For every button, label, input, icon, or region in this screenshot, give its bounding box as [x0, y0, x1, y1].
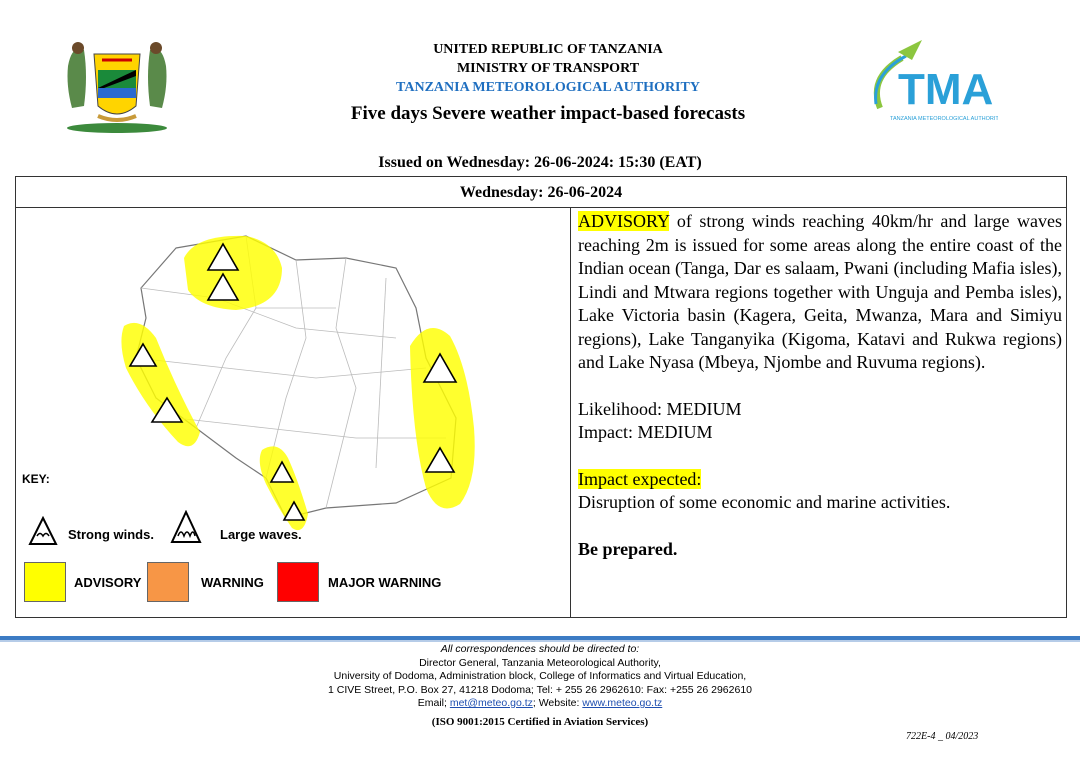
advisory-swatch [24, 562, 66, 602]
key-title: KEY: [22, 472, 50, 486]
footer-line2: Director General, Tanzania Meteorological Authority, [419, 656, 661, 669]
footer-line3: University of Dodoma, Administration block, College of Informatics and Virtual Education, [333, 670, 747, 682]
footer-line4: 1 CIVE Street, P.O. Box 27, 41218 Dodoma; Tel: + 255 26 2962610: Fax: +255 26 2962610 [328, 683, 752, 696]
impact-expected-label: Impact expected: [578, 468, 702, 489]
key-large-waves: Large waves. [220, 527, 302, 542]
advisory-label: ADVISORY [578, 211, 670, 231]
forecast-text-cell [578, 210, 1062, 561]
impact-expected-text: Disruption of some economic and marine activities. [578, 492, 951, 512]
footer [0, 643, 1080, 711]
page-title: Five days Severe weather impact-based forecasts [350, 103, 746, 124]
key-advisory: ADVISORY [74, 575, 142, 590]
issued-date: Issued on Wednesday: 26-06-2024: 15:30 (EAT) [378, 154, 702, 171]
footer-line1: All correspondences should be directed to: [440, 643, 640, 655]
forecast-table [15, 176, 1067, 618]
impact-text: Impact: MEDIUM [578, 422, 713, 442]
tma-logo-subtext: TANZANIA METEOROLOGICAL AUTHORITY [890, 116, 998, 122]
document-code: 722E-4 _ 04/2023 [906, 731, 979, 742]
map-cell [16, 208, 571, 617]
key-major-warning: MAJOR WARNING [328, 575, 442, 590]
header-country: UNITED REPUBLIC OF TANZANIA [433, 42, 663, 57]
header-authority: TANZANIA METEOROLOGICAL AUTHORITY [396, 80, 700, 95]
advisory-text: of strong winds reaching 40km/hr and large waves reaching 2m is issued for some areas along the entire coast of the Indian ocean (Tanga, Dar es salaam, Pwani (including Mafia isles), Lindi and Mtwara regions together with Unguja and Pemba isles), Lake Victoria basin (Kagera, Geita, Mwanza, Mara and Simiyu regions), Lake Tanganyika (Kigoma, Katavi and Rukwa regions) and Lake Nyasa (Mbeya, Njombe and Ruvuma regions). [578, 211, 1062, 372]
key-strong-winds: Strong winds. [68, 527, 154, 542]
be-prepared-text: Be prepared. [578, 538, 678, 559]
major-warning-swatch [277, 562, 319, 602]
website-link[interactable]: www.meteo.go.tz [582, 697, 663, 709]
advisory-paragraph [578, 210, 1062, 375]
email-link[interactable]: met@meteo.go.tz [449, 697, 533, 709]
warning-swatch [147, 562, 189, 602]
footer-contact: Email; met@meteo.go.tz; Website: www.meteo.go.tz [417, 697, 663, 709]
large-waves-icon [170, 510, 202, 546]
tma-logo-text: TMA [898, 65, 994, 114]
forecast-day: Wednesday: 26-06-2024 [16, 177, 1066, 208]
strong-winds-icon [28, 516, 58, 548]
iso-certification: (ISO 9001:2015 Certified in Aviation Services) [431, 716, 649, 728]
likelihood-text: Likelihood: MEDIUM [578, 398, 742, 419]
tanzania-map [96, 218, 516, 548]
tma-logo [862, 38, 998, 124]
key-warning: WARNING [201, 575, 264, 590]
coat-of-arms-logo [58, 36, 176, 134]
header-ministry: MINISTRY OF TRANSPORT [456, 61, 640, 76]
